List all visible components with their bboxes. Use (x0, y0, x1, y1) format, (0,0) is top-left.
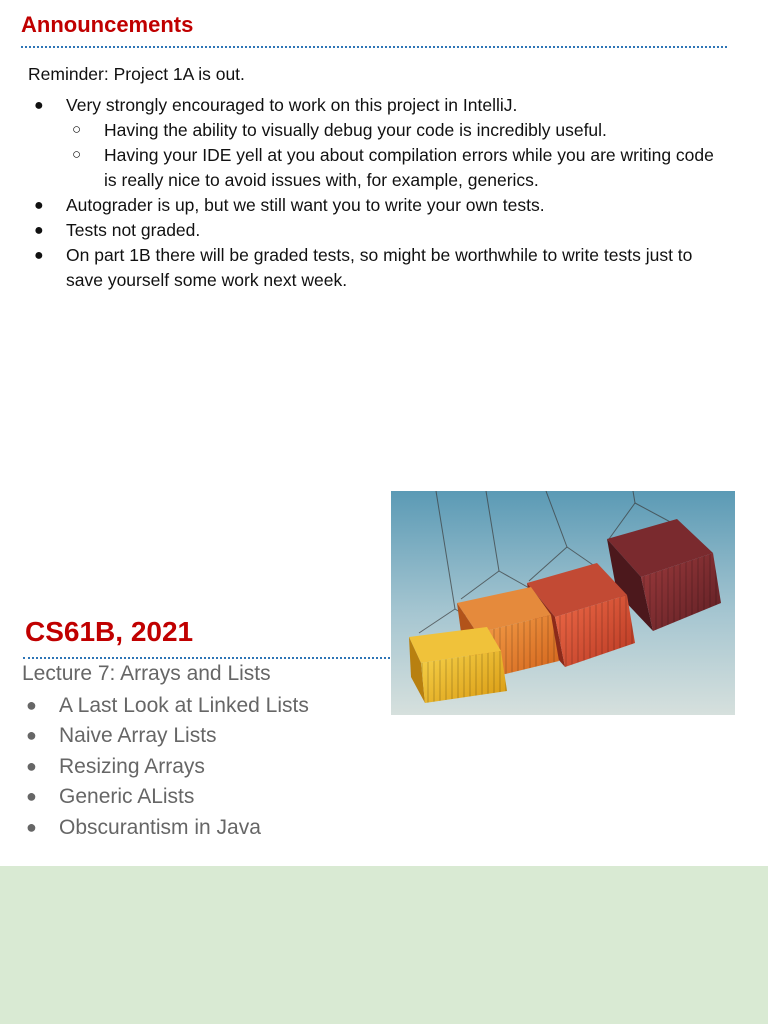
bullet-icon: ● (26, 786, 37, 807)
bullet-icon: ● (26, 725, 37, 746)
announcement-sublist (66, 118, 728, 193)
shipping-containers-image (391, 491, 735, 715)
bullet-icon: ● (26, 816, 37, 837)
announcement-item-text: Autograder is up, but we still want you to write your own tests. (66, 195, 545, 215)
topic-item (22, 783, 309, 813)
bullet-icon: ● (26, 755, 37, 776)
topic-item-text: Naive Array Lists (59, 724, 217, 748)
topic-item (22, 814, 309, 844)
topic-list (22, 692, 309, 844)
announcement-item (28, 93, 728, 193)
topic-item-text: Resizing Arrays (59, 754, 205, 778)
topic-item (22, 753, 309, 783)
bullet-icon: ● (26, 695, 37, 715)
announcement-item-text: Tests not graded. (66, 220, 201, 240)
announcements-divider (21, 46, 727, 48)
announcement-subitem (66, 118, 728, 143)
announcement-subitem-text: Having the ability to visually debug your code is incredibly useful. (104, 120, 607, 140)
announcements-title: Announcements (21, 12, 194, 37)
footer-band (0, 866, 768, 1024)
announcement-item (28, 218, 728, 243)
announcement-lead: Reminder: Project 1A is out. (28, 64, 245, 84)
topic-item-text: Generic ALists (59, 785, 195, 809)
announcement-item (28, 243, 728, 293)
bullet-icon: ● (34, 97, 44, 114)
announcement-item-text: On part 1B there will be graded tests, so might be worthwhile to write tests just to save yourself some work next week. (66, 245, 693, 290)
announcement-item (28, 193, 728, 218)
hollow-bullet-icon: ○ (72, 121, 82, 138)
announcement-subitem (66, 143, 728, 193)
bullet-icon: ● (34, 222, 44, 239)
topic-item (22, 692, 309, 722)
topic-item-text: Obscurantism in Java (59, 815, 261, 839)
announcement-subitem-text: Having your IDE yell at you about compilation errors while you are writing code is really nice to avoid issues with, for example, generics. (104, 145, 714, 190)
announcements-body (28, 62, 728, 293)
announcement-list (28, 93, 728, 293)
course-title: CS61B, 2021 (25, 616, 194, 647)
topic-item (22, 722, 309, 752)
lecture-title: Lecture 7: Arrays and Lists (22, 662, 271, 685)
bullet-icon: ● (34, 247, 44, 264)
announcement-item-text: Very strongly encouraged to work on this project in IntelliJ. (66, 95, 518, 115)
hollow-bullet-icon: ○ (72, 146, 82, 163)
bullet-icon: ● (34, 197, 44, 214)
topic-item-text: A Last Look at Linked Lists (59, 694, 309, 717)
title-divider (23, 657, 390, 659)
